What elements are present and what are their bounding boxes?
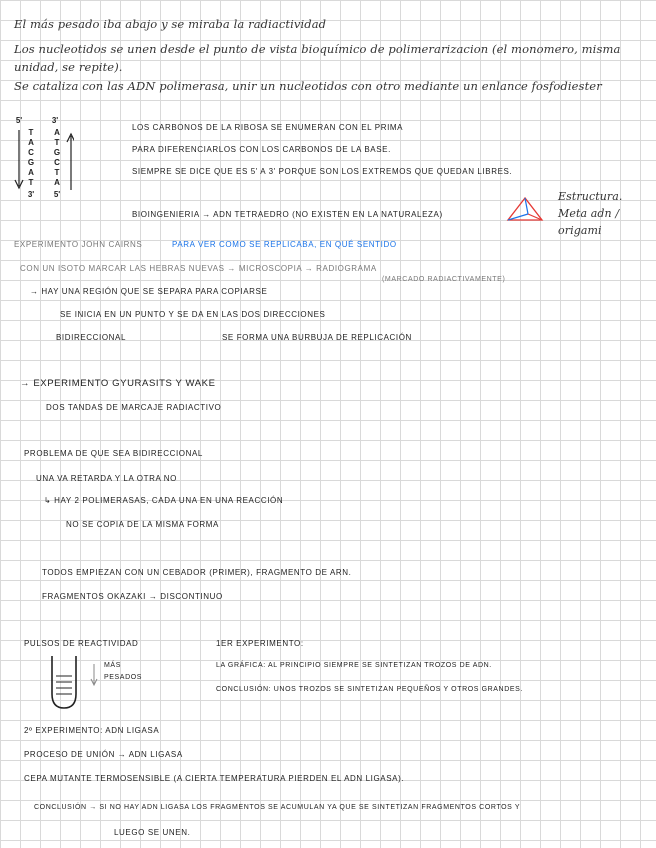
tube-label-1: MÁS (104, 662, 121, 669)
left-strand-base: G (27, 158, 35, 167)
cebador-line-1: TODOS EMPIEZAN CON UN CEBADOR (PRIMER), FRAGMENTO DE ARN. (42, 568, 352, 577)
ribosa-note-2: PARA DIFERENCIARLOS CON LOS CARBONOS DE LA BASE. (132, 145, 391, 154)
header-line-3: Se cataliza con las ADN polimerasa, unir un nucleotidos con otro mediante un enlance fosfodiester (14, 79, 602, 93)
cairns-question: PARA VER COMO SE REPLICABA, EN QUÉ SENTIDO (172, 240, 397, 249)
cebador-line-2: FRAGMENTOS OKAZAKI → DISCONTINUO (42, 592, 223, 601)
right-strand-top: 3' (51, 116, 59, 125)
cairns-isotope: CON UN ISOTO MARCAR LAS HEBRAS NUEVAS → MICROSCOPIA → RADIOGRAMA (20, 264, 377, 273)
left-strand-base: A (28, 138, 34, 147)
exp2-title: 2º EXPERIMENTO: ADN LIGASA (24, 726, 160, 735)
left-strand-base: A (28, 168, 34, 177)
left-strand-bottom: 3' (27, 190, 35, 199)
right-strand-base: A (54, 178, 60, 187)
header-line-2a: Los nucleotidos se unen desde el punto de vista bioquímico de polimerarizacion (el monomero, misma (14, 42, 621, 56)
exp2-conclusion-a: CONCLUSIÓN → SI NO HAY ADN LIGASA LOS FRAGMENTOS SE ACUMULAN YA QUE SE SINTETIZAN FRAGMENTOS CORTOS Y (34, 804, 521, 811)
header-line-2b: unidad, se repite). (14, 60, 123, 74)
right-strand-bottom: 5' (53, 190, 61, 199)
pulsos-title: PULSOS DE REACTIVIDAD (24, 639, 139, 648)
side-note-3: origami (558, 224, 602, 237)
cairns-start: SE INICIA EN UN PUNTO Y SE DA EN LAS DOS DIRECCIONES (60, 310, 326, 319)
cairns-isotope-note: (MARCADO RADIACTIVAMENTE) (382, 276, 506, 283)
tetrahedron-icon (505, 196, 545, 224)
right-strand-base: A (54, 128, 60, 137)
strand-direction-arrows (14, 126, 74, 196)
gyurasits-title: → EXPERIMENTO GYURASITS Y WAKE (20, 378, 216, 389)
cairns-bidireccional: BIDIRECCIONAL (56, 333, 127, 342)
left-strand-base: T (28, 128, 34, 137)
right-strand-base: T (54, 138, 60, 147)
right-strand-base: C (54, 158, 60, 167)
left-strand-base: C (28, 148, 34, 157)
left-strand-top: 5' (15, 116, 23, 125)
test-tube-icon (44, 652, 124, 712)
exp1-line-2: CONCLUSIÓN: UNOS TROZOS SE SINTETIZAN PEQUEÑOS Y OTROS GRANDES. (216, 686, 523, 693)
right-strand-base: T (54, 168, 60, 177)
exp2-line-2: CEPA MUTANTE TERMOSENSIBLE (A CIERTA TEMPERATURA PIERDEN EL ADN LIGASA). (24, 774, 405, 783)
tube-label-2: PESADOS (104, 674, 143, 681)
exp2-conclusion-b: LUEGO SE UNEN. (114, 828, 191, 837)
exp1-line-1: LA GRÁFICA: AL PRINCIPIO SIEMPRE SE SINTETIZAN TROZOS DE ADN. (216, 662, 492, 669)
ribosa-note-1: LOS CARBONOS DE LA RIBOSA SE ENUMERAN CON EL PRIMA (132, 123, 404, 132)
cairns-title: EXPERIMENTO JOHN CAIRNS (14, 240, 143, 249)
header-line-1: El más pesado iba abajo y se miraba la radiactividad (14, 17, 327, 31)
problema-line-3: NO SE COPIA DE LA MISMA FORMA (66, 520, 219, 529)
gyurasits-sub: DOS TANDAS DE MARCAJE RADIACTIVO (46, 403, 222, 412)
side-note-1: Estructura. (558, 190, 623, 203)
left-strand-base: T (28, 178, 34, 187)
problema-line-2: ↳ HAY 2 POLIMERASAS, CADA UNA EN UNA REACCIÓN (44, 496, 284, 505)
problema-title: PROBLEMA DE QUE SEA BIDIRECCIONAL (24, 449, 203, 458)
exp1-title: 1ER EXPERIMENTO: (216, 639, 304, 648)
exp2-line-1: PROCESO DE UNIÓN → ADN LIGASA (24, 750, 183, 759)
ribosa-note-3: SIEMPRE SE DICE QUE ES 5' A 3' PORQUE SON LOS EXTREMOS QUE QUEDAN LIBRES. (132, 167, 513, 176)
side-note-2: Meta adn / (558, 207, 620, 220)
problema-line-1: UNA VA RETARDA Y LA OTRA NO (36, 474, 177, 483)
right-strand-base: G (53, 148, 61, 157)
cairns-bubble: SE FORMA UNA BURBUJA DE REPLICACIÓN (222, 333, 412, 342)
ribosa-note-4: BIOINGENIERIA → ADN TETRAEDRO (NO EXISTEN EN LA NATURALEZA) (132, 210, 443, 219)
cairns-region: → HAY UNA REGIÓN QUE SE SEPARA PARA COPIARSE (30, 287, 268, 296)
